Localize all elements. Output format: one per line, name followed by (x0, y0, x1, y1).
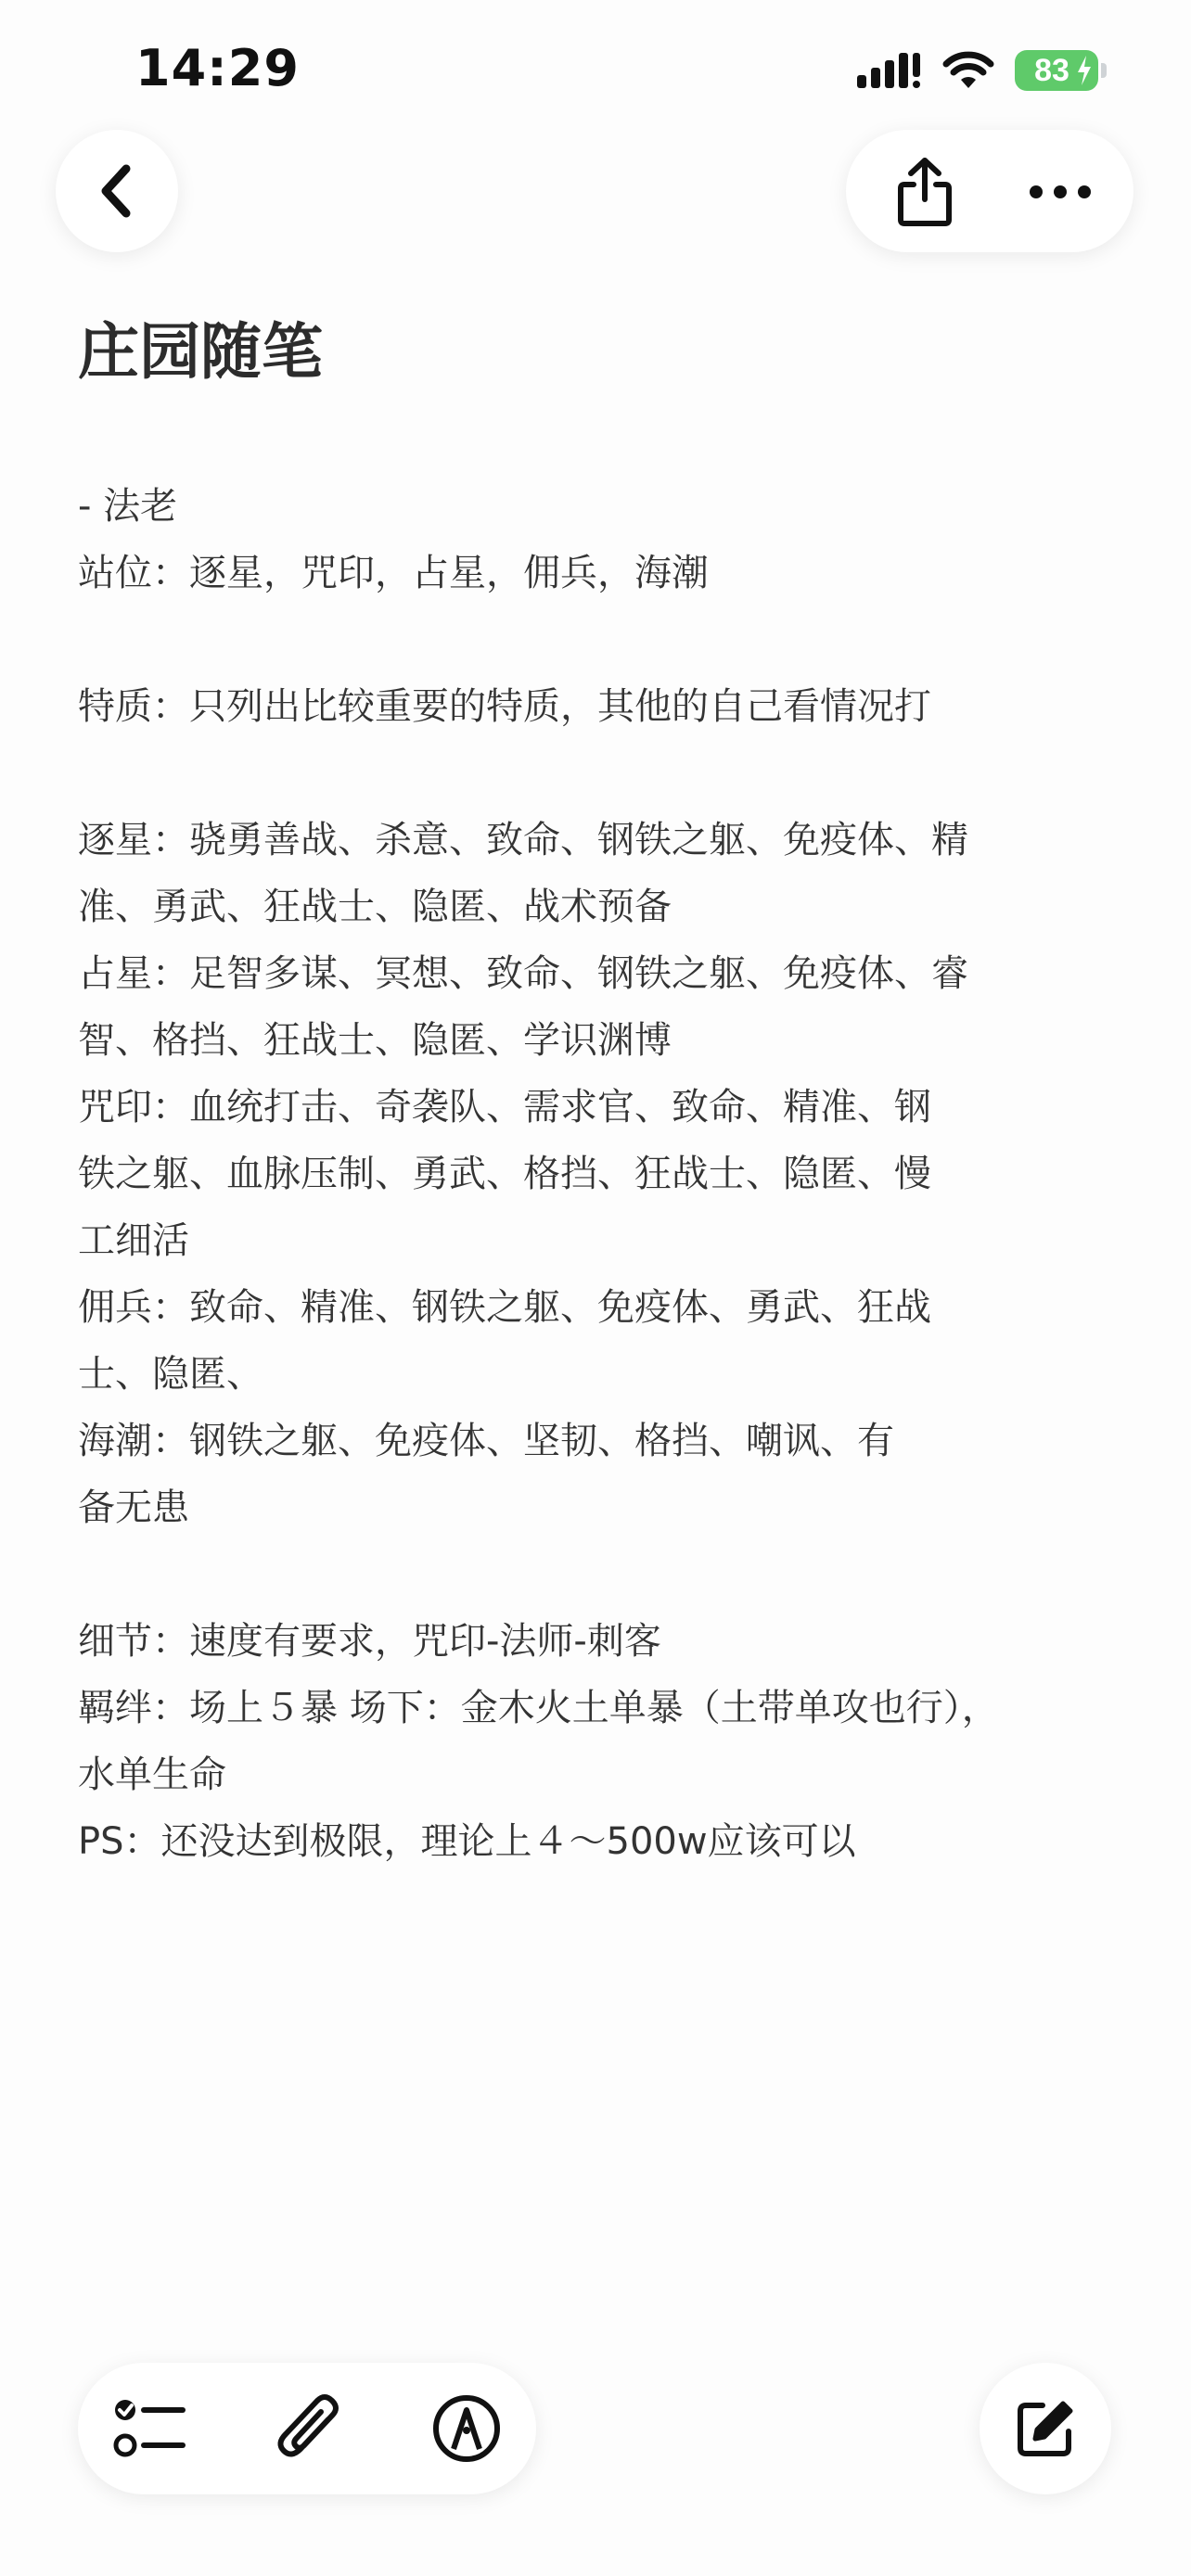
checklist-icon (112, 2395, 186, 2462)
status-indicators (857, 43, 1098, 98)
paperclip-icon (275, 2391, 343, 2466)
markup-button[interactable] (425, 2387, 508, 2470)
attachment-button[interactable] (267, 2387, 351, 2470)
note-line: 细节：速度有要求，咒印-法师-刺客 (78, 1620, 661, 1663)
note-line: 站位：逐星，咒印，占星，佣兵，海潮 (78, 552, 709, 594)
compose-note-button[interactable] (980, 2363, 1111, 2494)
note-line: 工细活 (78, 1219, 189, 1262)
note-line: PS：还没达到极限，理论上４～500w应该可以 (78, 1820, 856, 1863)
note-title[interactable]: 庄园随笔 (78, 316, 323, 388)
note-line: 咒印：血统打击、奇袭队、需求官、致命、精准、钢 (78, 1086, 931, 1129)
note-line: 逐星：骁勇善战、杀意、致命、钢铁之躯、免疫体、精 (78, 819, 968, 861)
note-line: 水单生命 (78, 1753, 226, 1796)
note-line: - 法老 (78, 485, 178, 528)
share-icon (895, 157, 954, 227)
more-options-button[interactable] (1018, 150, 1102, 234)
status-bar (0, 0, 1191, 139)
battery-level: 83 (1034, 52, 1069, 88)
note-line (78, 740, 1108, 807)
battery-cap (1101, 63, 1107, 78)
checklist-button[interactable] (108, 2387, 191, 2470)
share-button[interactable] (883, 150, 967, 234)
top-actions-group (846, 130, 1133, 252)
note-line: 特质：只列出比较重要的特质，其他的自己看情况打 (78, 685, 931, 728)
note-line (78, 606, 1108, 673)
note-line: 海潮：钢铁之躯、免疫体、坚韧、格挡、嘲讽、有 (78, 1420, 894, 1462)
chevron-left-icon (98, 163, 135, 219)
bolt-icon (1076, 56, 1093, 85)
note-line: 占星：足智多谋、冥想、致命、钢铁之躯、免疫体、睿 (78, 952, 968, 995)
back-button[interactable] (56, 130, 178, 252)
note-line: 智、格挡、狂战士、隐匿、学识渊博 (78, 1019, 672, 1062)
note-line: 备无患 (78, 1486, 189, 1529)
note-line: 羁绊：场上５暴 场下：金木火土单暴（土带单攻也行）， (78, 1687, 999, 1729)
compose-icon (1015, 2398, 1076, 2459)
cellular-signal-icon (857, 51, 922, 90)
battery-charging-icon (1015, 50, 1098, 91)
ellipsis-icon (1028, 183, 1093, 201)
note-line: 铁之躯、血脉压制、勇武、格挡、狂战士、隐匿、慢 (78, 1153, 931, 1195)
bottom-toolbar (78, 2363, 536, 2494)
note-body[interactable] (78, 473, 1108, 1875)
note-line (78, 1541, 1108, 1608)
status-time: 14:29 (135, 39, 300, 97)
note-line: 士、隐匿、 (78, 1353, 263, 1396)
note-line: 佣兵：致命、精准、钢铁之躯、免疫体、勇武、狂战 (78, 1286, 931, 1329)
markup-pen-icon (431, 2393, 502, 2464)
wifi-icon (942, 51, 994, 90)
note-line: 准、勇武、狂战士、隐匿、战术预备 (78, 886, 672, 928)
